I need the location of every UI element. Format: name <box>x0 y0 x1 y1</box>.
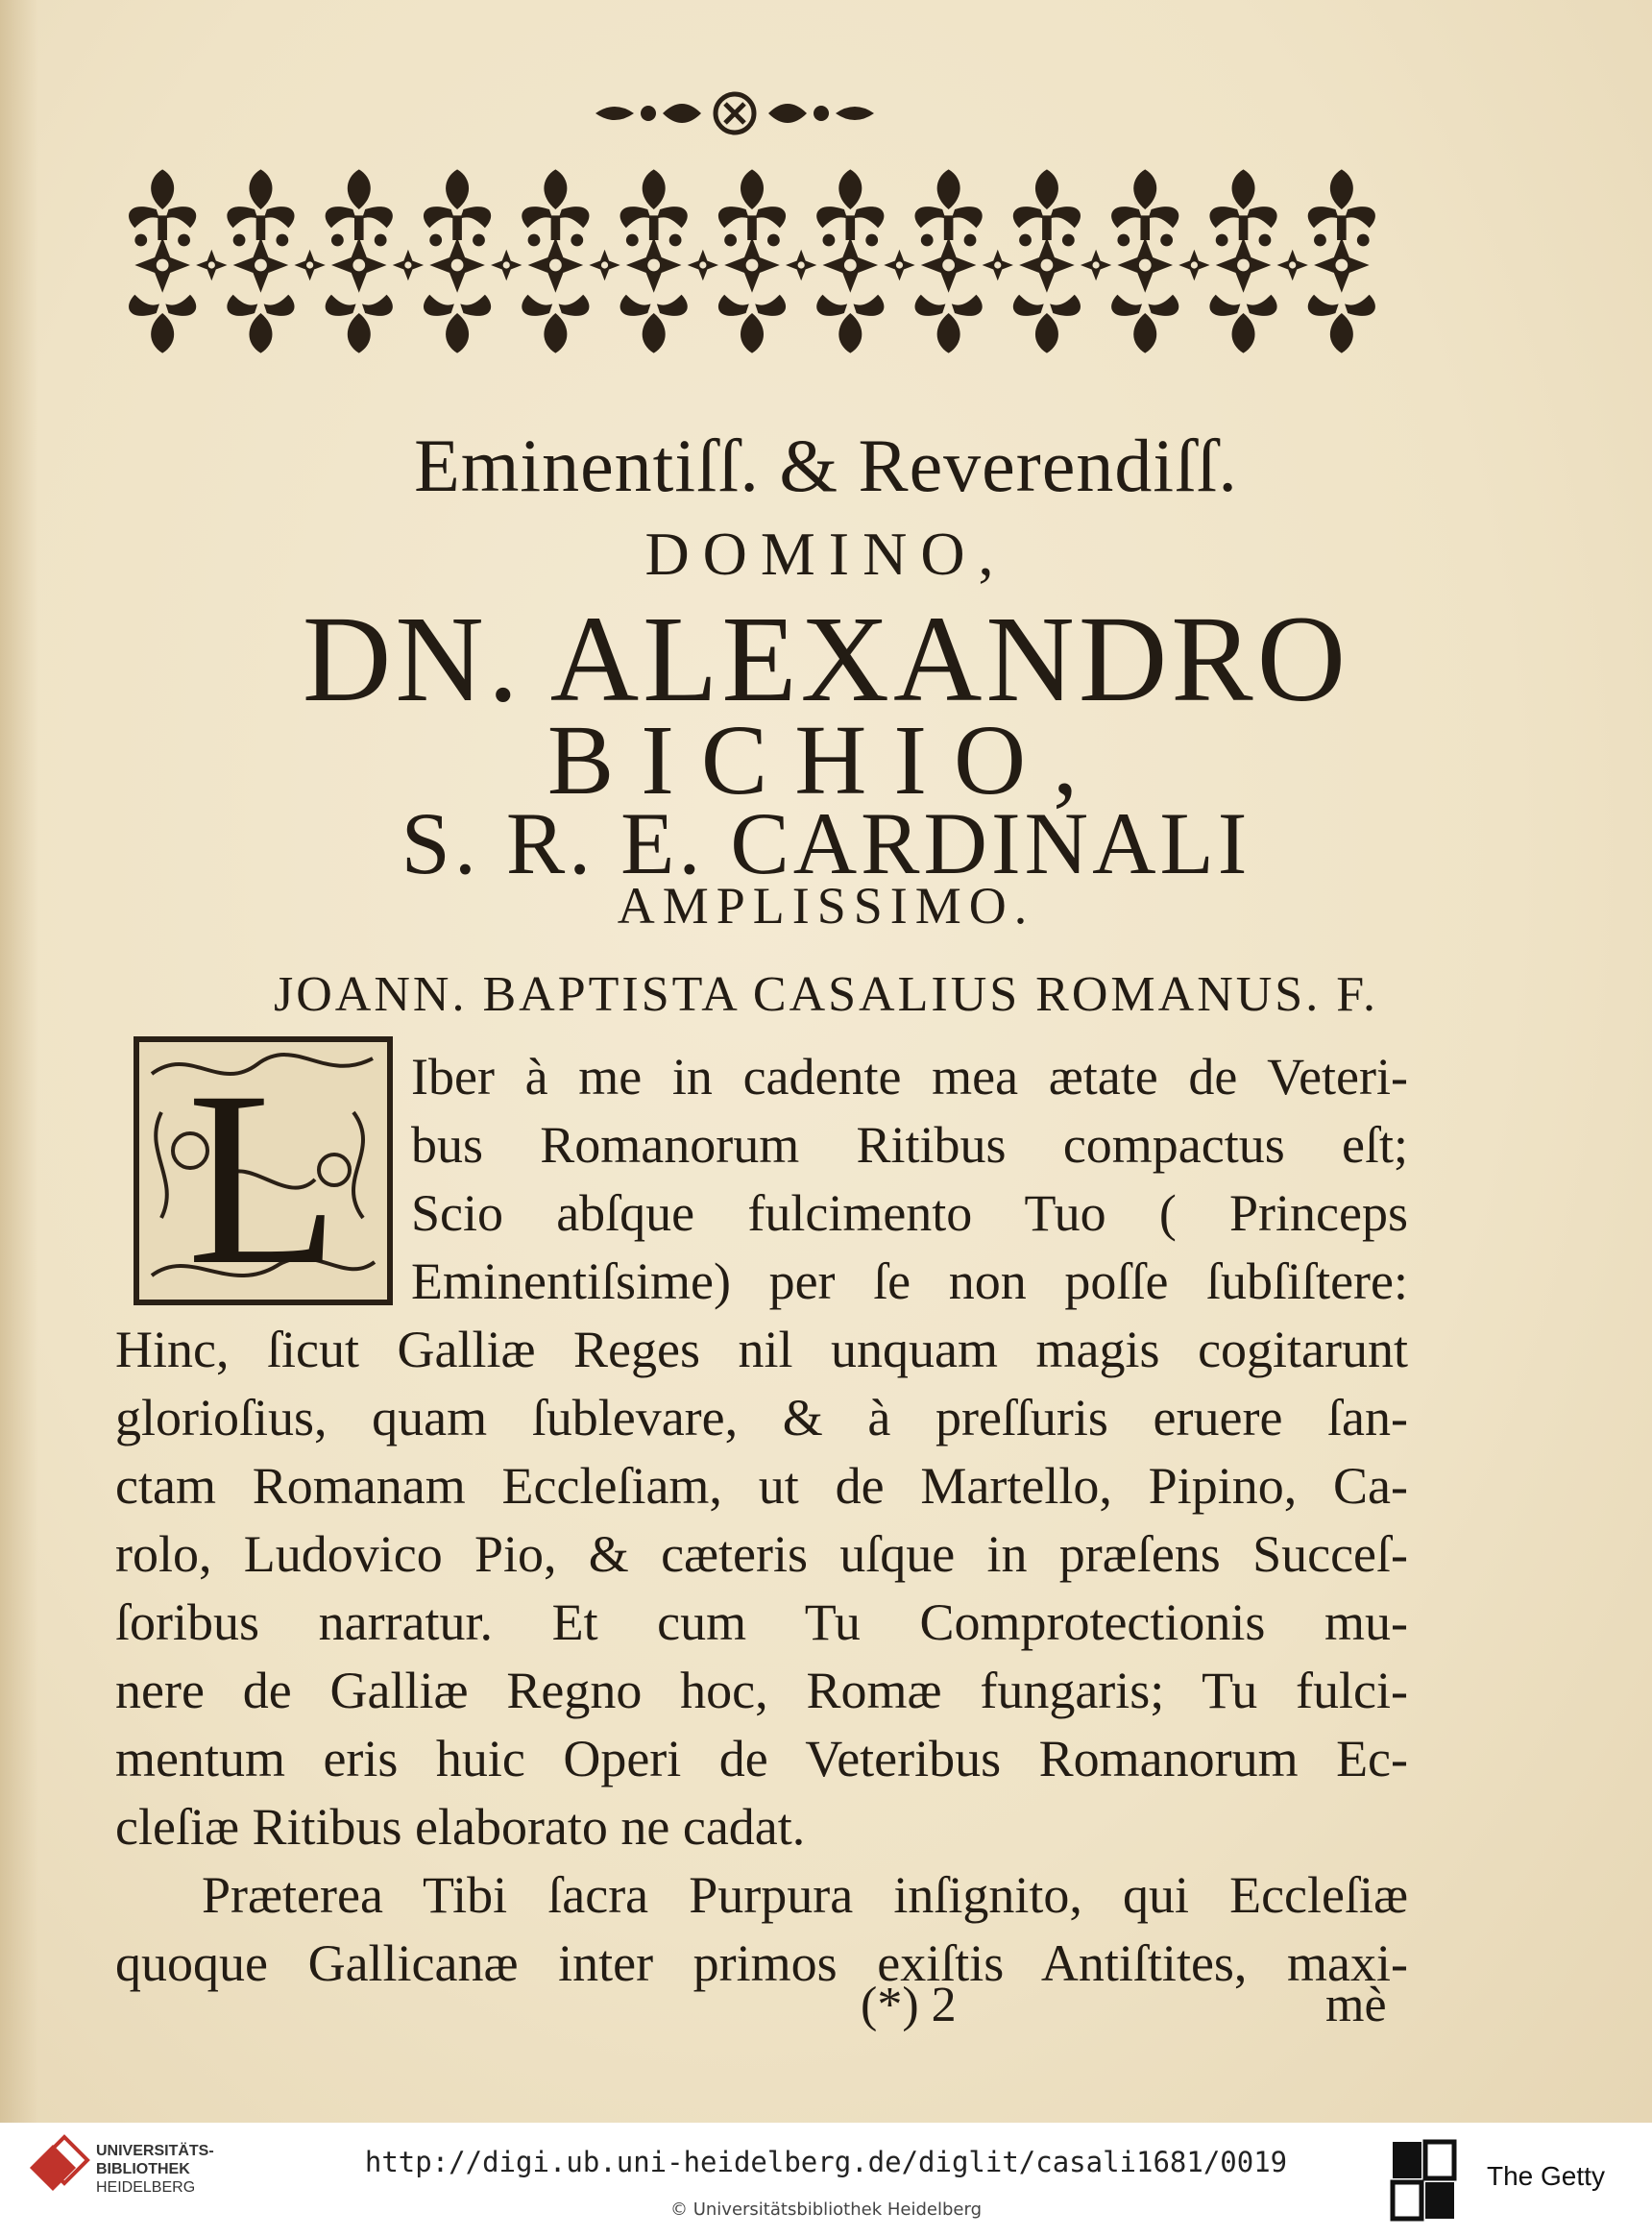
decorated-initial-L <box>133 1035 394 1306</box>
copyright-notice: © Universitätsbibliothek Heidelberg <box>669 2200 982 2220</box>
body-line: cleſiæ Ritibus elaborato ne cadat. <box>115 1798 806 1856</box>
body-line: glorioſius, quam ſublevare, & à preſſuris eruere ſan- <box>115 1389 1408 1446</box>
dropcap-letter: L <box>186 1040 340 1306</box>
body-line: nere de Galliæ Regno hoc, Romæ fungaris; Tu fulci- <box>115 1662 1408 1719</box>
body-paragraph-2 <box>115 1861 1408 1998</box>
body-line: Eminentiſsime) per ſe non poſſe ſubſiſtere: <box>411 1252 1408 1310</box>
ub-label-line: BIBLIOTHEK <box>96 2161 190 2177</box>
viewer-footer <box>0 2123 1652 2236</box>
title-bichio: BICHIO, <box>547 705 1105 815</box>
title-eminentiss: Eminentiſſ. & Reverendiſſ. <box>414 424 1238 507</box>
body-line: quoque Gallicanæ inter primos exiſtis Antiſtites, maxi- <box>115 1934 1408 1992</box>
body-line: Præterea Tibi ſacra Purpura inſignito, qui Eccleſiæ <box>202 1866 1408 1924</box>
getty-label[interactable]: The Getty <box>1487 2161 1605 2191</box>
body-line: ctam Romanam Eccleſiam, ut de Martello, Pipino, Ca- <box>115 1457 1408 1515</box>
ub-label-line: HEIDELBERG <box>96 2179 196 2196</box>
title-amplissimo: AMPLISSIMO. <box>617 877 1035 935</box>
title-cardinali: S. R. E. CARDINALI <box>401 794 1251 892</box>
title-domino: DOMINO, <box>644 520 1008 588</box>
body-line: mentum eris huic Operi de Veteribus Romanorum Ec- <box>115 1730 1408 1787</box>
page-gutter-shadow <box>0 0 38 2123</box>
body-line: Hinc, ſicut Galliæ Reges nil unquam magis cogitarunt <box>115 1321 1408 1378</box>
signature-mark: (*) 2 <box>861 1978 957 2032</box>
top-flourish-ornament <box>595 86 874 140</box>
body-line: rolo, Ludovico Pio, & cæteris uſque in præſens Succeſ- <box>115 1525 1408 1583</box>
body-line: bus Romanorum Ritibus compactus eſt; <box>411 1116 1408 1174</box>
body-line: ſoribus narratur. Et cum Tu Comprotectionis mu- <box>115 1593 1408 1651</box>
body-line: Iber à me in cadente mea ætate de Veteri- <box>411 1048 1408 1106</box>
getty-logo-icon[interactable] <box>1389 2138 1458 2223</box>
body-paragraph-1 <box>115 1316 1408 1861</box>
author-line: JOANN. BAPTISTA CASALIUS ROMANUS. F. <box>274 967 1378 1022</box>
ub-label-line: UNIVERSITÄTS- <box>96 2143 214 2159</box>
permalink-url[interactable]: http://digi.ub.uni-heidelberg.de/diglit/casali1681/0019 <box>364 2146 1288 2178</box>
catchword: mè <box>1325 1978 1387 2032</box>
indented-text-block <box>411 1043 1408 1316</box>
ornamental-border-band <box>113 169 1391 361</box>
title-alexandro: DN. ALEXANDRO <box>302 591 1350 727</box>
body-line: Scio abſque fulcimento Tuo ( Princeps <box>411 1184 1408 1242</box>
